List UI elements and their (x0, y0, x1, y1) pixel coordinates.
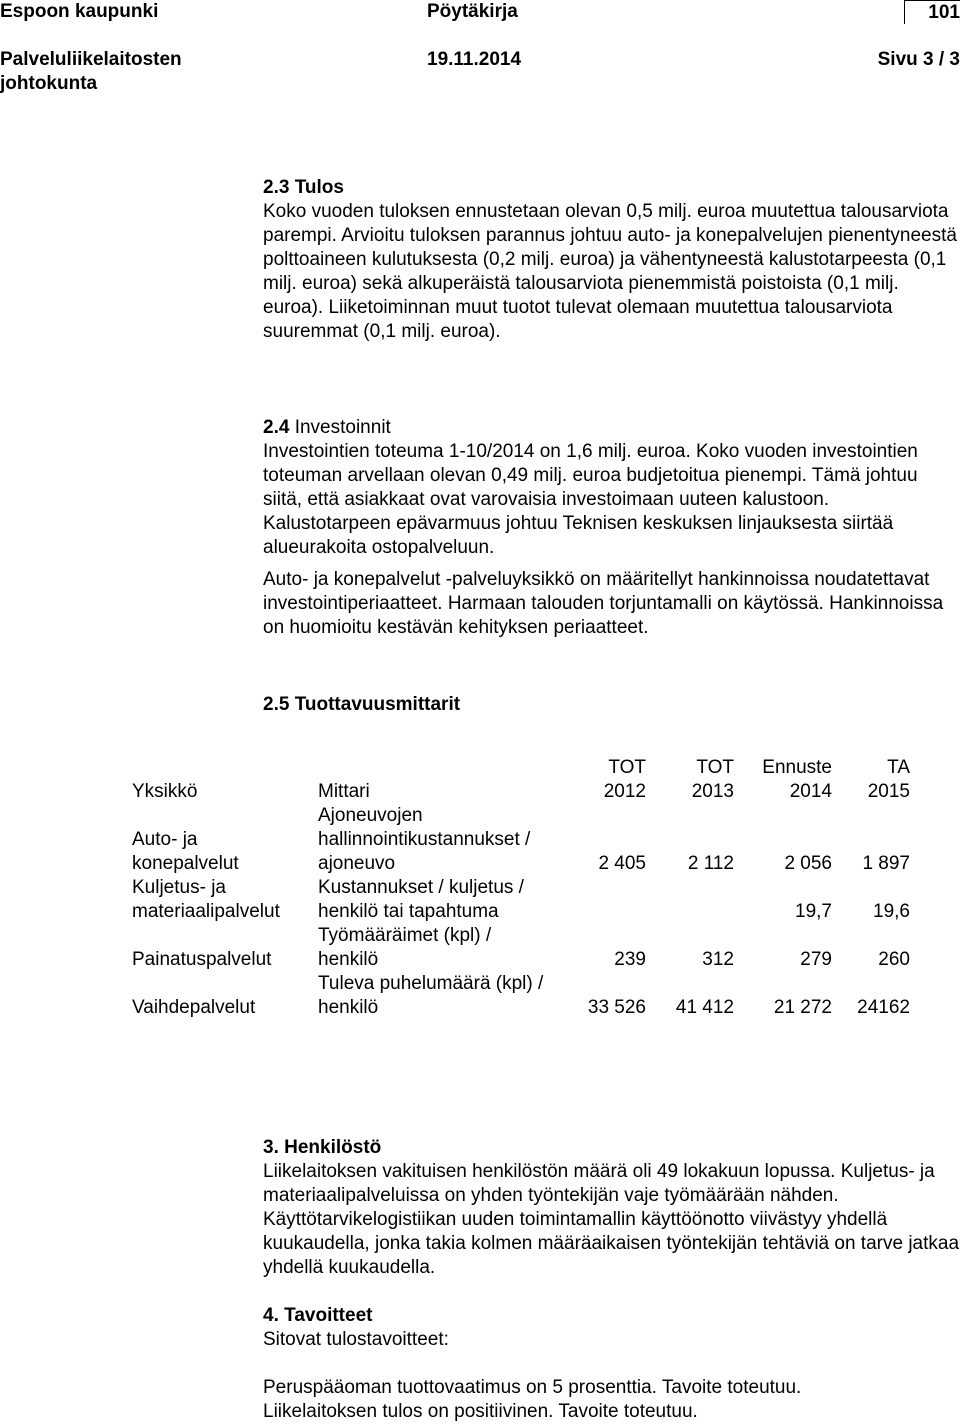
header-page-number: 101 (904, 0, 960, 24)
table-cell-unit: Kuljetus- ja materiaalipalvelut (132, 877, 280, 922)
table-cell-2013: 41 412 (675, 997, 734, 1018)
section-investoinnit-paragraph1: Investointien toteuma 1-10/2014 on 1,6 milj. euroa. Koko vuoden investointien toteuman arvellaan olevan 0,49 milj. euroa budjetoitua pienempi. Tämä johtuu siitä, että asiakkaat ovat varovaisia investoimaan uuteen kalustoon. Kalustotarpeen epävarmuus johtuu Teknisen keskuksen linjauksesta siirtää alueurakoita ostopalveluun. (263, 441, 918, 558)
section-investoinnit-heading (263, 416, 960, 440)
section-investoinnit (263, 416, 960, 640)
table-row (126, 924, 916, 972)
table-cell-2012: 33 526 (587, 997, 646, 1018)
table-cell-unit: Vaihdepalvelut (132, 997, 256, 1018)
section-tavoitteet-title: Tavoitteet (284, 1305, 373, 1326)
table-cell-2012 (562, 876, 652, 924)
table-cell-2014: 279 (800, 949, 832, 970)
section-tavoitteet-goal2: Liikelaitoksen tulos on positiivinen. Tavoite toteutuu. (263, 1401, 698, 1422)
table-cell-2015: 260 (878, 949, 910, 970)
section-investoinnit-title: Investoinnit (294, 417, 391, 438)
table-header-2013: TOT 2013 (691, 757, 734, 802)
section-henkilosto (263, 1136, 960, 1280)
section-tavoitteet-subtitle: Sitovat tulostavoitteet: (263, 1329, 449, 1350)
table-row (126, 972, 916, 1020)
section-investoinnit-paragraph2: Auto- ja konepalvelut -palveluyksikkö on määritellyt hankinnoissa noudatettavat investointiperiaatteet. Harmaan talouden torjuntamalli on käytössä. Hankinnoissa on huomioitu kestävän kehityksen periaatteet. (263, 569, 944, 638)
table-cell-2014: 21 272 (773, 997, 832, 1018)
header-date: 19.11.2014 (427, 49, 522, 70)
table-cell-unit: Painatuspalvelut (132, 949, 272, 970)
table-header-row (126, 756, 916, 804)
table-header-metric: Mittari (318, 781, 370, 802)
header-body-line1: Palveluliikelaitosten (0, 49, 182, 70)
table-cell-2013: 2 112 (687, 853, 734, 874)
table-cell-2012: 2 405 (598, 853, 646, 874)
section-tavoitteet-number: 4. (263, 1305, 279, 1326)
section-tavoitteet (263, 1304, 960, 1424)
table-cell-metric: Kustannukset / kuljetus / henkilö tai tapahtuma (318, 877, 524, 922)
section-tulos (263, 176, 960, 344)
table-cell-metric: Työmääräimet (kpl) / henkilö (318, 925, 492, 970)
table-cell-2015: 19,6 (873, 901, 910, 922)
header-org: Espoon kaupunki (0, 1, 159, 22)
table-header-unit: Yksikkö (132, 781, 198, 802)
header-body-line2: johtokunta (0, 73, 98, 94)
table-cell-metric: Ajoneuvojen hallinnointikustannukset / ajoneuvo (318, 805, 531, 874)
section-tulos-heading: 2.3 Tulos (263, 177, 344, 198)
table-cell-2012: 239 (614, 949, 646, 970)
table-cell-2015: 24162 (857, 997, 910, 1018)
table-cell-2013 (652, 876, 740, 924)
section-tavoitteet-goal1: Peruspääoman tuottovaatimus on 5 prosenttia. Tavoite toteutuu. (263, 1377, 802, 1398)
table-cell-2014: 2 056 (784, 853, 832, 874)
section-tavoitteet-heading (263, 1304, 960, 1328)
section-henkilosto-number: 3. (263, 1137, 279, 1158)
table-cell-2014: 19,7 (795, 901, 832, 922)
table-header-2015: TA 2015 (867, 757, 910, 802)
table-cell-unit: Auto- ja konepalvelut (132, 829, 239, 874)
header-doc-type: Pöytäkirja (427, 1, 518, 22)
section-investoinnit-number: 2.4 (263, 417, 290, 438)
table-cell-metric: Tuleva puhelumäärä (kpl) / henkilö (318, 973, 544, 1018)
table-cell-2013: 312 (702, 949, 734, 970)
section-henkilosto-title: Henkilöstö (284, 1137, 382, 1158)
table-header-2014: Ennuste 2014 (762, 757, 832, 802)
table-row (126, 876, 916, 924)
table-cell-2015: 1 897 (862, 853, 910, 874)
section-henkilosto-paragraph: Liikelaitoksen vakituisen henkilöstön määrä oli 49 lokakuun lopussa. Kuljetus- ja materiaalipalveluissa on yhden työntekijän vaje työmäärään nähden. Käyttötarvikelogistiikan uuden toimintamallin käyttöönotto viivästyy yhdellä kuukaudella, jonka takia kolmen määräaikaisen työntekijän tehtäviä on tarve jatkaa yhdellä kuukaudella. (263, 1161, 960, 1278)
section-tuottavuusmittarit (263, 693, 960, 717)
table-row (126, 804, 916, 876)
section-henkilosto-heading (263, 1136, 960, 1160)
section-tuottavuusmittarit-heading: 2.5 Tuottavuusmittarit (263, 694, 461, 715)
table-header-2012: TOT 2012 (603, 757, 646, 802)
header-page: Sivu 3 / 3 (877, 49, 960, 70)
section-tulos-paragraph: Koko vuoden tuloksen ennustetaan olevan 0,5 milj. euroa muutettua talousarviota parempi. Arvioitu tuloksen parannus johtuu auto- ja konepalvelujen pienentyneestä polttoaineen kulutuksesta (0,2 milj. euroa) ja vähentyneestä kalustotarpeesta (0,1 milj. euroa) sekä alkuperäistä talousarviota pienemmistä poistoista (0,1 milj. euroa). Liiketoiminnan muut tuotot tulevat olemaan muutettua talousarviota suuremmat (0,1 milj. euroa). (263, 201, 957, 342)
productivity-table (126, 756, 916, 1020)
